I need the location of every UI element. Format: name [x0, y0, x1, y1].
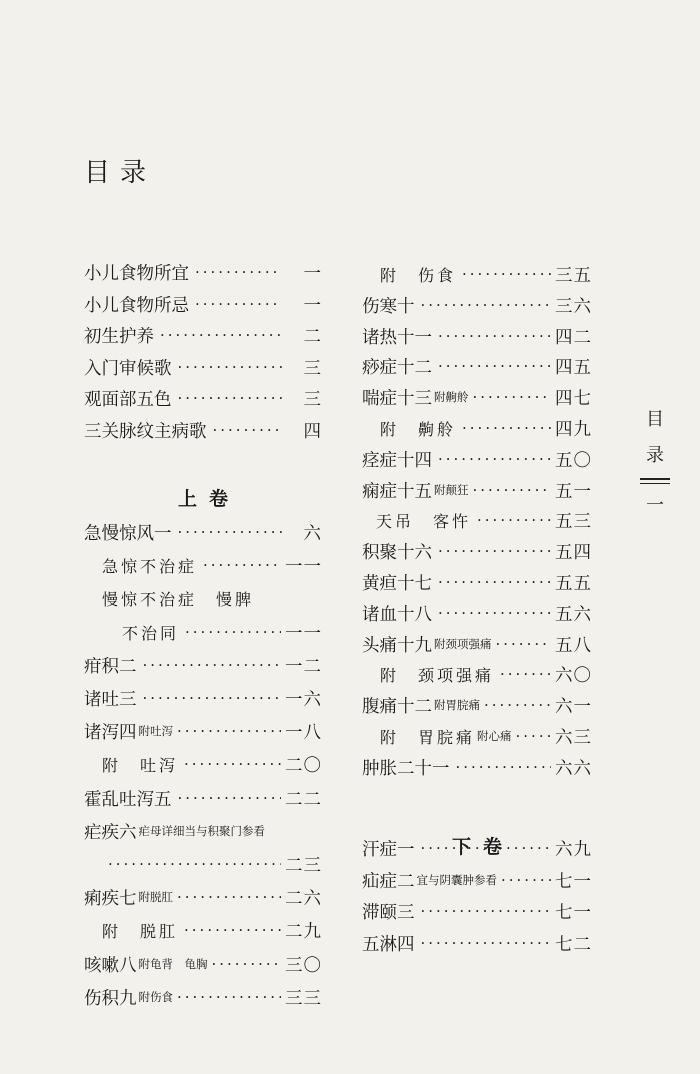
toc-entry: [376, 506, 592, 534]
dot-leader: [421, 839, 552, 857]
toc-entry-label: 诸吐三: [84, 689, 137, 710]
dot-leader: [213, 421, 283, 439]
toc-entry-label: 伤寒十: [362, 296, 415, 317]
toc-entry-label: 小儿食物所忌: [84, 295, 189, 316]
dot-leader: [143, 656, 282, 674]
toc-entry: [84, 321, 322, 349]
toc-entry-page-number: 五四: [555, 542, 592, 563]
dot-leader: [177, 888, 281, 906]
toc-entry-page-number: 五一: [555, 481, 592, 502]
dot-leader: [462, 419, 551, 437]
toc-entry: [362, 568, 592, 596]
toc-entry: [362, 897, 592, 925]
toc-entry-page-number: 二二: [285, 789, 322, 810]
toc-entry-page-number: 四七: [555, 388, 592, 409]
toc-entry: [102, 750, 322, 778]
running-head-rule: [640, 478, 670, 484]
toc-entry-note: 附伤食: [138, 990, 173, 1004]
toc-entry-label: 急惊不治症: [102, 556, 198, 576]
toc-entry-page-number: 一: [303, 263, 322, 284]
toc-entry-label: 五淋四: [362, 934, 415, 955]
dot-leader: [438, 357, 551, 375]
toc-entry-label: 咳嗽八: [84, 955, 137, 976]
toc-entry: [102, 584, 322, 612]
toc-entry-page-number: 二三: [285, 855, 322, 876]
dot-leader: [178, 389, 283, 407]
toc-entry-page-number: 三: [303, 358, 322, 379]
dot-leader: [177, 722, 281, 740]
toc-entry-label: 附 伤食: [380, 265, 457, 285]
toc-entry-note: 附龟背 龟胸: [138, 957, 208, 971]
toc-entry-label: 痧症十二: [362, 357, 432, 378]
toc-entry-label: 入门审候歌: [84, 358, 172, 379]
toc-entry-page-number: 五五: [555, 573, 592, 594]
dot-leader: [108, 855, 281, 873]
toc-entry: [84, 651, 322, 679]
toc-entry-page-number: 七一: [555, 902, 592, 923]
dot-leader: [212, 955, 282, 973]
toc-entry-label: 喘症十三: [362, 388, 432, 409]
toc-entry: [362, 630, 592, 658]
toc-entry-label: 诸血十八: [362, 604, 432, 625]
toc-entry-page-number: 七一: [555, 871, 592, 892]
toc-entry: [362, 866, 592, 894]
dot-leader: [421, 934, 552, 952]
running-head-char-2: 录: [646, 445, 664, 466]
toc-entry: [362, 476, 592, 504]
dot-leader: [178, 358, 283, 376]
toc-entry: [362, 599, 592, 627]
dot-leader: [438, 542, 551, 560]
toc-entry-page-number: 二六: [285, 888, 322, 909]
toc-entry-note: 宜与阴囊肿参看: [416, 873, 497, 887]
dot-leader: [438, 573, 551, 591]
toc-entry-label: 小儿食物所宜: [84, 263, 189, 284]
toc-entry-label: 疝症二: [362, 871, 415, 892]
toc-entry-page-number: 五三: [555, 511, 592, 532]
toc-entry-page-number: 一六: [285, 689, 322, 710]
toc-entry-note: 附胃脘痛: [434, 698, 480, 712]
toc-entry-page-number: 一: [303, 295, 322, 316]
toc-entry-label: 肿胀二十一: [362, 758, 450, 779]
toc-entry-label: 附 胃脘痛: [380, 727, 476, 747]
dot-leader: [438, 327, 551, 345]
dot-leader: [500, 665, 551, 683]
toc-entry-label: 痫症十五: [362, 481, 432, 502]
toc-entry-page-number: 四五: [555, 357, 592, 378]
toc-entry: [84, 684, 322, 712]
toc-entry: [380, 260, 592, 288]
toc-entry-page-number: 三三: [285, 988, 322, 1009]
running-head: [640, 402, 670, 524]
toc-entry-label: 滞颐三: [362, 902, 415, 923]
dot-leader: [178, 789, 282, 807]
toc-entry-page-number: 二: [303, 326, 322, 347]
section-title-lower: 下卷: [452, 836, 515, 858]
dot-leader: [473, 388, 552, 406]
toc-entry: [84, 258, 322, 286]
dot-leader: [462, 265, 551, 283]
toc-entry-page-number: 一一: [285, 623, 322, 644]
toc-entry-page-number: 一一: [285, 556, 322, 577]
toc-entry-label: 头痛十九: [362, 635, 432, 656]
toc-entry-page-number: 三六: [555, 296, 592, 317]
toc-entry: [84, 353, 322, 381]
toc-entry-label: 初生护养: [84, 326, 154, 347]
toc-entry-note: 附心痛: [477, 729, 512, 743]
toc-entry-note: 附脱肛: [138, 890, 173, 904]
toc-entry: [84, 416, 322, 444]
toc-entry-label: 汗症一: [362, 839, 415, 860]
toc-entry: [122, 618, 322, 646]
toc-entry-label: 伤积九: [84, 988, 137, 1009]
dot-leader: [473, 481, 552, 499]
toc-entry-note: 附颠狂: [434, 483, 469, 497]
toc-entry-page-number: 四九: [555, 419, 592, 440]
dot-leader: [184, 921, 281, 939]
toc-entry: [84, 384, 322, 412]
section-title-upper: 上卷: [178, 488, 241, 510]
toc-entry-label: 腹痛十二: [362, 696, 432, 717]
toc-entry-label: 疳积二: [84, 656, 137, 677]
toc-entry-label: 痉症十四: [362, 450, 432, 471]
dot-leader: [456, 758, 552, 776]
toc-entry-label: 诸泻四: [84, 722, 137, 743]
toc-entry-label: 疟疾六: [84, 822, 137, 843]
toc-entry-label: 观面部五色: [84, 389, 172, 410]
toc-entry-page-number: 六: [303, 523, 322, 544]
dot-leader: [195, 263, 282, 281]
toc-entry-label: 慢惊不治症 慢脾: [102, 589, 255, 609]
toc-entry-label: 附 脱肛: [102, 921, 179, 941]
toc-entry: [362, 834, 592, 862]
toc-entry-note: 疟母详细当与积聚门参看: [138, 824, 265, 838]
toc-entry: [362, 352, 592, 380]
toc-entry-page-number: 三: [303, 389, 322, 410]
dot-leader: [185, 623, 281, 641]
toc-entry: [102, 850, 322, 878]
toc-entry-label: 三关脉纹主病歌: [84, 421, 207, 442]
toc-entry: [84, 290, 322, 318]
toc-entry-page-number: 七二: [555, 934, 592, 955]
toc-entry-label: 附 齁舲: [380, 419, 457, 439]
toc-entry: [362, 291, 592, 319]
toc-entry-page-number: 五八: [555, 635, 592, 656]
dot-leader: [438, 604, 551, 622]
toc-entry-note: 附颈项强痛: [434, 637, 492, 651]
toc-entry: [362, 445, 592, 473]
toc-entry-page-number: 六六: [555, 758, 592, 779]
toc-entry: [102, 551, 322, 579]
toc-entry: [84, 950, 322, 978]
toc-entry: [362, 753, 592, 781]
page-title: 目录: [84, 158, 157, 188]
toc-entry-note: 附吐泻: [138, 724, 173, 738]
toc-entry-page-number: 五〇: [555, 450, 592, 471]
toc-entry-page-number: 三〇: [285, 955, 322, 976]
toc-entry-page-number: 六九: [555, 839, 592, 860]
dot-leader: [421, 296, 552, 314]
toc-entry-page-number: 六三: [555, 727, 592, 748]
toc-entry-page-number: 四二: [555, 327, 592, 348]
toc-entry: [362, 929, 592, 957]
toc-entry-label: 霍乱吐泻五: [84, 789, 172, 810]
toc-entry-page-number: 五六: [555, 604, 592, 625]
dot-leader: [184, 755, 281, 773]
dot-leader: [477, 511, 551, 529]
toc-entry-page-number: 三五: [555, 265, 592, 286]
toc-entry-page-number: 四: [303, 421, 322, 442]
toc-entry: [102, 916, 322, 944]
toc-entry-label: 急慢惊风一: [84, 523, 172, 544]
dot-leader: [484, 696, 551, 714]
toc-entry-label: 天吊 客忤: [376, 511, 472, 531]
dot-leader: [178, 523, 283, 541]
toc-entry-label: 痢疾七: [84, 888, 137, 909]
toc-entry-label: 诸热十一: [362, 327, 432, 348]
toc-entry-label: 附 颈项强痛: [380, 665, 495, 685]
dot-leader: [501, 871, 551, 889]
toc-entry: [362, 691, 592, 719]
dot-leader: [516, 727, 551, 745]
toc-entry-label: 积聚十六: [362, 542, 432, 563]
toc-entry-page-number: 一二: [285, 656, 322, 677]
toc-entry-page-number: 一八: [285, 722, 322, 743]
toc-entry: [84, 717, 322, 745]
toc-entry: [84, 883, 322, 911]
toc-entry-label: 不治同: [122, 623, 180, 643]
toc-entry-page-number: 六一: [555, 696, 592, 717]
toc-entry: [380, 660, 592, 688]
toc-entry-label: 黄疸十七: [362, 573, 432, 594]
dot-leader: [160, 326, 282, 344]
toc-entry: [84, 518, 322, 546]
toc-entry: [380, 722, 592, 750]
toc-entry-page-number: 二〇: [285, 755, 322, 776]
toc-entry: [380, 414, 592, 442]
toc-entry-note: 附齁舲: [434, 390, 469, 404]
dot-leader: [421, 902, 552, 920]
dot-leader: [177, 988, 281, 1006]
toc-entry: [362, 537, 592, 565]
dot-leader: [496, 635, 552, 653]
toc-entry: [84, 817, 322, 845]
running-head-page-number: 一: [646, 495, 664, 516]
toc-entry: [362, 322, 592, 350]
toc-entry: [84, 983, 322, 1011]
toc-entry: [362, 383, 592, 411]
toc-entry-label: 附 吐泻: [102, 755, 179, 775]
dot-leader: [143, 689, 282, 707]
dot-leader: [195, 295, 282, 313]
toc-entry-page-number: 二九: [285, 921, 322, 942]
running-head-char-1: 目: [646, 409, 664, 430]
dot-leader: [203, 556, 281, 574]
dot-leader: [438, 450, 551, 468]
toc-entry-page-number: 六〇: [555, 665, 592, 686]
toc-entry: [84, 784, 322, 812]
